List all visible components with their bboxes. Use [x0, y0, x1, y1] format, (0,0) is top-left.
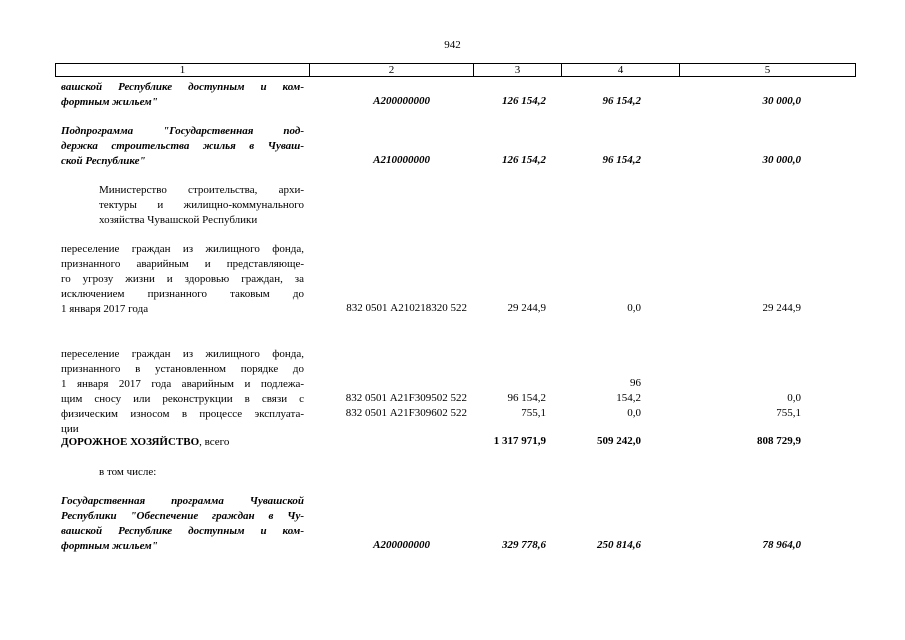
label-line: хозяйства Чувашской Республики — [99, 214, 258, 226]
row-label — [61, 124, 304, 169]
row-col3: 1 317 971,9 — [493, 435, 546, 447]
row-code: 832 0501 А210218320 522 — [346, 302, 467, 314]
label-line: переселение граждан из жилищного фонда, — [61, 348, 304, 360]
label-line: Республики "Обеспечение граждан в Чу- — [61, 510, 304, 522]
label-line: исключением признанного таковым до — [61, 288, 304, 300]
row-col3: 96 154,2 — [507, 392, 546, 404]
row-col3: 29 244,9 — [507, 302, 546, 314]
row-label — [61, 494, 304, 554]
label-line: ской Республике" — [61, 155, 146, 167]
header-col-3: 3 — [474, 64, 562, 76]
label-line: переселение граждан из жилищного фонда, — [61, 243, 304, 255]
row-code: А210000000 — [373, 154, 430, 166]
label-line: признанного в установленном порядке до — [61, 363, 304, 375]
row-col5: 78 964,0 — [762, 539, 801, 551]
page-number: 942 — [444, 39, 461, 51]
row-col4: 509 242,0 — [597, 435, 641, 447]
row-col4: 250 814,6 — [597, 539, 641, 551]
label-line: тектуры и жилищно-коммунального — [99, 199, 304, 211]
label-line: Подпрограмма "Государственная под- — [61, 125, 304, 137]
label-line: фортным жильем" — [61, 96, 158, 108]
row-col5: 808 729,9 — [757, 435, 801, 447]
row-col4: 96 154,2 — [602, 154, 641, 166]
row-label — [61, 435, 229, 450]
row-code: 832 0501 А21F309502 522 — [345, 392, 467, 404]
label-line: Министерство строительства, архи- — [99, 184, 304, 196]
row-col4: 96 154,2 — [602, 95, 641, 107]
row-col3: 329 778,6 — [502, 539, 546, 551]
header-col-1: 1 — [56, 64, 310, 76]
row-col5: 0,0 — [787, 392, 801, 404]
label-line: ции — [61, 423, 79, 435]
row-col4: 0,0 — [627, 302, 641, 314]
header-col-2: 2 — [310, 64, 474, 76]
header-col-5: 5 — [764, 64, 771, 76]
label-line: признанного аварийным и представляюще- — [61, 258, 304, 270]
label-line: физическим износом в процессе эксплуата- — [61, 408, 304, 420]
label-line: фортным жильем" — [61, 540, 158, 552]
header-col-4: 4 — [562, 64, 680, 76]
row-label — [61, 347, 304, 437]
row-code: А200000000 — [373, 539, 430, 551]
row-col4-wrap: 96 — [630, 377, 641, 389]
section-title: ДОРОЖНОЕ ХОЗЯЙСТВО — [61, 436, 200, 448]
label-line: в том числе: — [99, 466, 157, 478]
row-col3: 755,1 — [521, 407, 546, 419]
row-code: А200000000 — [373, 95, 430, 107]
row-label — [99, 183, 304, 228]
label-line: вашской Республике доступным и ком- — [61, 525, 304, 537]
row-label — [61, 242, 304, 317]
row-col5: 29 244,9 — [762, 302, 801, 314]
label-line: Государственная программа Чувашской — [61, 495, 304, 507]
row-code: 832 0501 А21F309602 522 — [345, 407, 467, 419]
row-col3: 126 154,2 — [502, 95, 546, 107]
row-col5: 30 000,0 — [762, 95, 801, 107]
row-col5: 30 000,0 — [762, 154, 801, 166]
label-line: держка строительства жилья в Чуваш- — [61, 140, 304, 152]
label-line: вашской Республике доступным и ком- — [61, 81, 304, 93]
label-line: 1 января 2017 года — [61, 303, 149, 315]
row-label — [61, 80, 304, 110]
label-line: 1 января 2017 года аварийным и подлежа- — [61, 378, 304, 390]
row-col4: 154,2 — [616, 392, 641, 404]
row-col4: 0,0 — [627, 407, 641, 419]
table-header-row — [55, 63, 856, 77]
label-line: щим сносу или реконструкции в связи с — [61, 393, 304, 405]
row-col3: 126 154,2 — [502, 154, 546, 166]
row-col5: 755,1 — [776, 407, 801, 419]
label-line: го угрозу жизни и здоровью граждан, за — [61, 273, 304, 285]
row-label — [99, 465, 156, 480]
section-suffix: , всего — [199, 436, 230, 448]
